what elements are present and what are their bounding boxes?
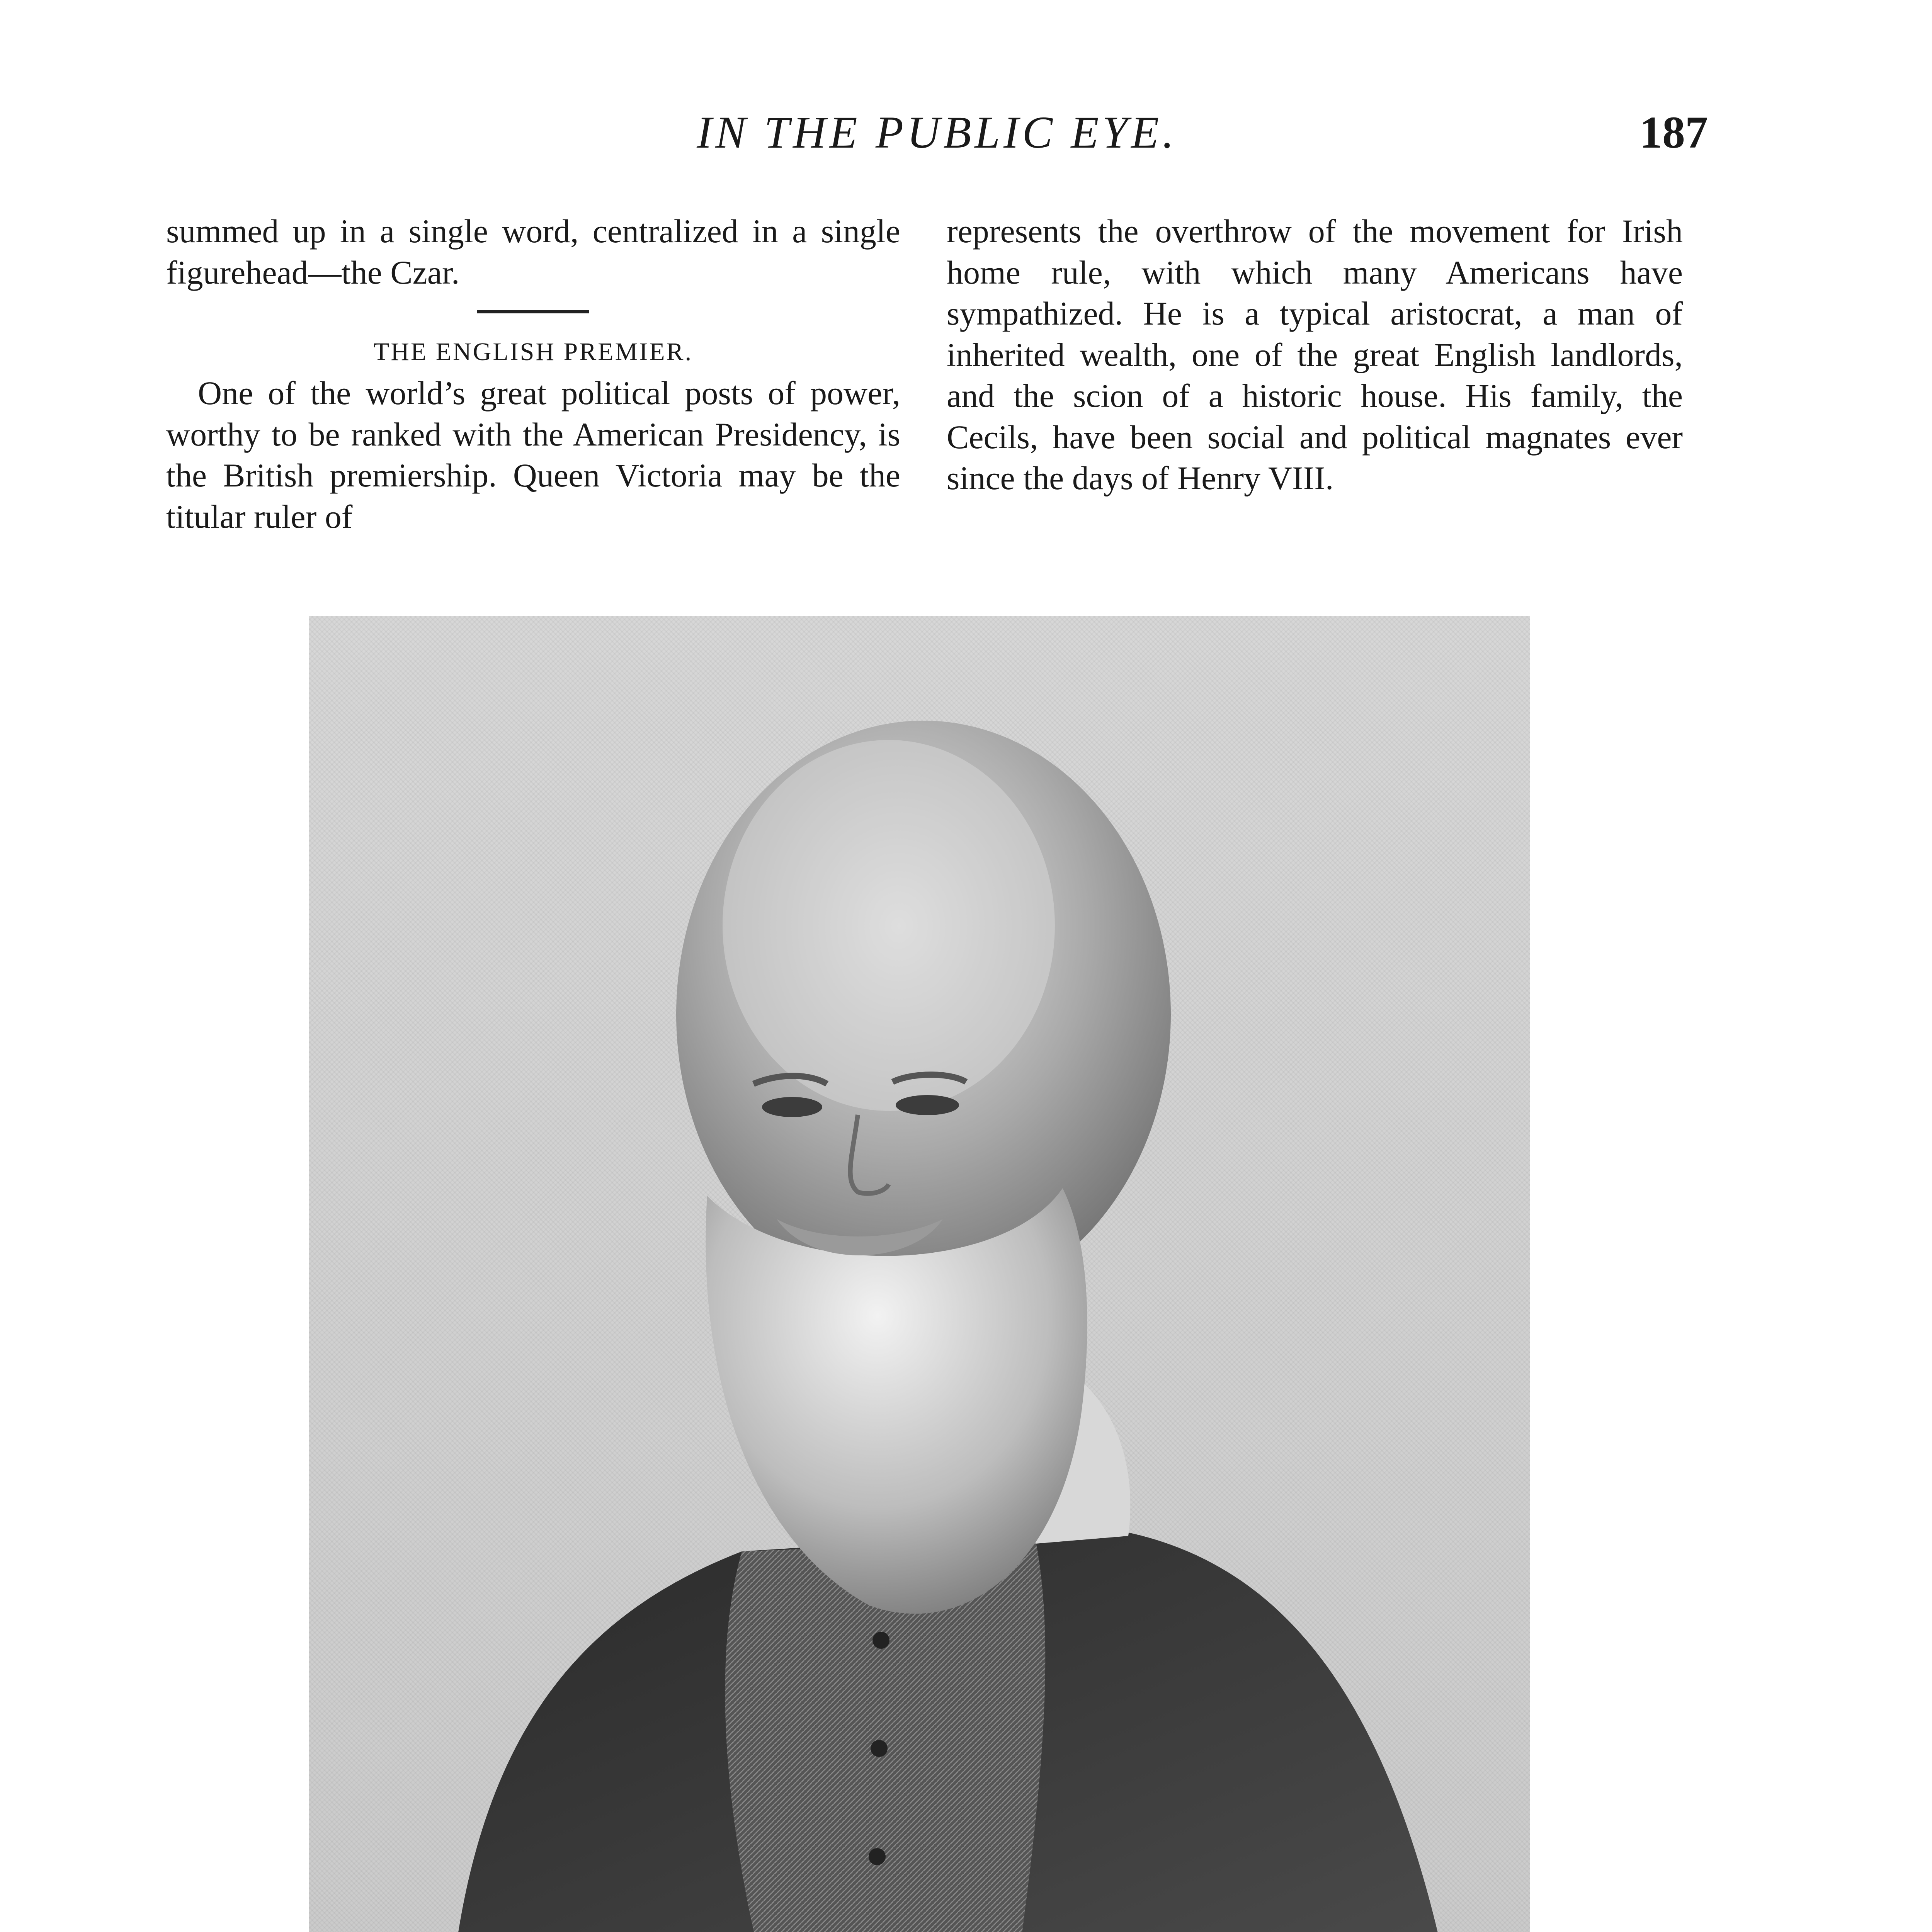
top-right-column (947, 211, 1683, 499)
portrait-engraving (309, 616, 1530, 1932)
paragraph: represents the overthrow of the movement for Irish home rule, with which many Americans have sympathized. He is a typical aristocrat, a man of inherited wealth, one of the great English landlords, and the scion of a historic house. His family, the Cecils, have been social and political magnates ever since the days of Henry VIII. (947, 213, 1683, 497)
portrait-illustration (309, 616, 1530, 1932)
paragraph: One of the world’s great political posts of power, worthy to be ranked with the American Presidency, is the British premiership. Queen Victoria may be the titular ruler of (166, 374, 900, 535)
page-number: 187 (1639, 107, 1708, 158)
running-head (166, 99, 1708, 172)
top-left-column (166, 211, 900, 537)
paragraph: summed up in a single word, centralized in a single figurehead—the Czar. (166, 213, 900, 291)
section-heading: THE ENGLISH PREMIER. (373, 338, 693, 366)
section-divider (477, 310, 589, 313)
running-title: IN THE PUBLIC EYE. (697, 107, 1177, 158)
